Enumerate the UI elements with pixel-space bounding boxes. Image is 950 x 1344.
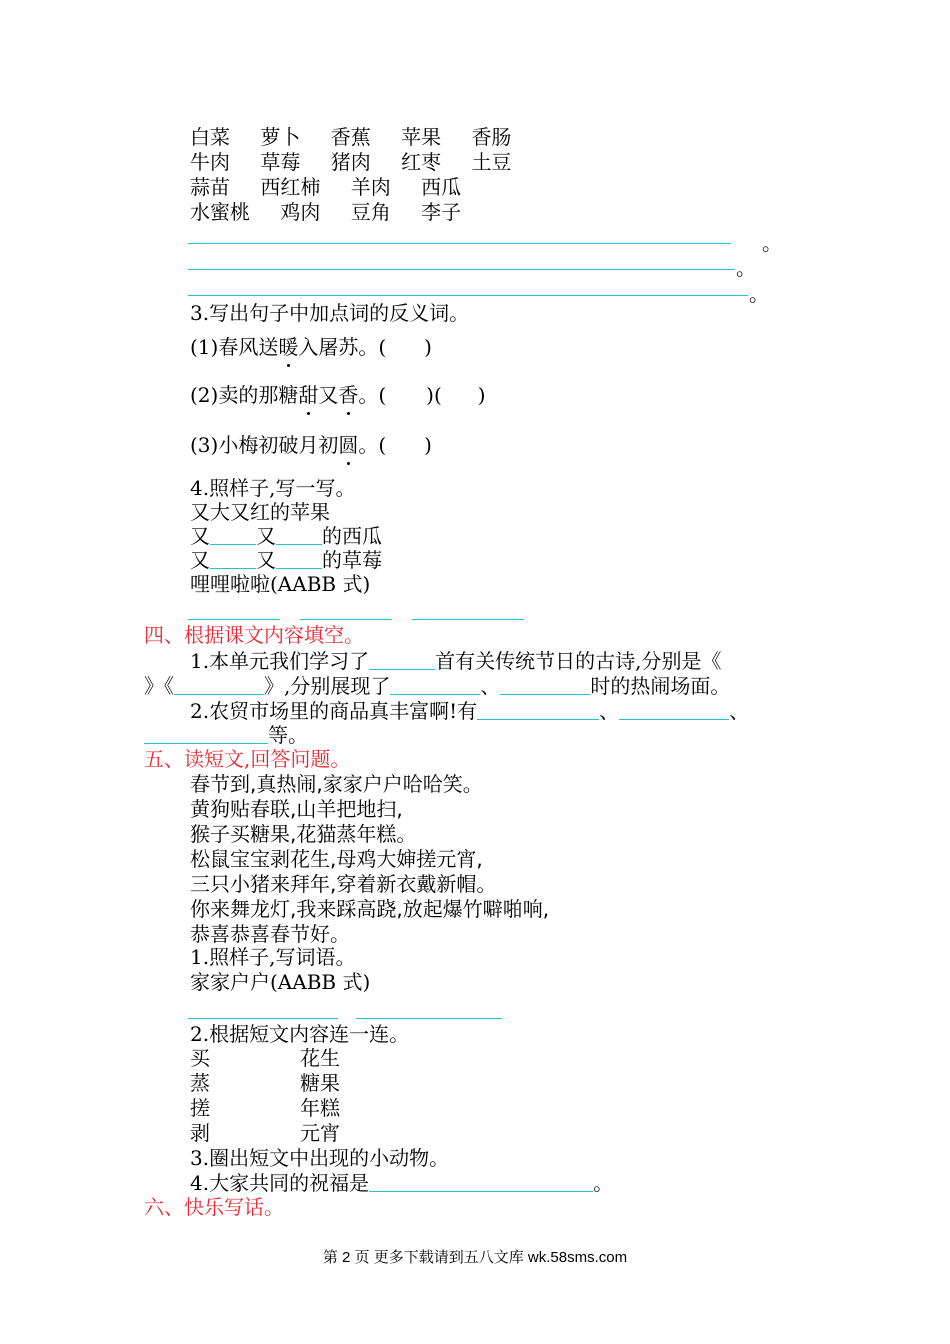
answer-line-3[interactable] bbox=[188, 295, 748, 296]
q4-line-2: 又 又 的草莓 bbox=[190, 548, 382, 572]
answer-blank[interactable] bbox=[210, 526, 256, 545]
answer-blank[interactable] bbox=[210, 550, 256, 569]
answer-blank[interactable] bbox=[369, 651, 435, 670]
poem-line: 猴子买糖果,花猫蒸年糕。 bbox=[190, 822, 417, 846]
match-right-item[interactable]: 年糕 bbox=[300, 1096, 340, 1120]
page-footer: 第 2 页 更多下载请到五八文库 wk.58sms.com bbox=[322, 1249, 628, 1266]
answer-blank[interactable] bbox=[369, 1173, 593, 1192]
answer-line[interactable] bbox=[188, 619, 280, 620]
answer-line-2[interactable] bbox=[188, 269, 735, 270]
dotted-char: 暖 bbox=[278, 335, 299, 359]
sec4-q1-line2: 》《 》,分别展现了 、 时的热闹场面。 bbox=[144, 674, 731, 698]
match-left-item[interactable]: 搓 bbox=[190, 1096, 210, 1120]
answer-blank[interactable] bbox=[477, 701, 599, 720]
word: 牛肉 bbox=[190, 150, 230, 174]
answer-blank[interactable] bbox=[500, 676, 590, 695]
word: 香蕉 bbox=[330, 125, 371, 149]
q3-title: 3.写出句子中加点词的反义词。 bbox=[190, 301, 470, 325]
dotted-char: 圆 bbox=[338, 433, 359, 457]
answer-line[interactable] bbox=[412, 619, 524, 620]
q3-sentence-1: (1)春风送暖入屠苏。( ) bbox=[190, 335, 432, 359]
sec4-q2-line1: 2.农贸市场里的商品真丰富啊!有 、 、 bbox=[190, 699, 750, 723]
word-row-1 bbox=[190, 125, 511, 149]
poem-line: 三只小猪来拜年,穿着新衣戴新帽。 bbox=[190, 872, 497, 896]
word-row-2 bbox=[190, 150, 511, 174]
word-row-3 bbox=[190, 175, 461, 199]
sec4-q1-line1: 1.本单元我们学习了 首有关传统节日的古诗,分别是《 bbox=[190, 649, 722, 673]
sec5-q3: 3.圈出短文中出现的小动物。 bbox=[190, 1146, 450, 1170]
match-right-item[interactable]: 花生 bbox=[300, 1046, 340, 1070]
sec4-q2-line2: 等。 bbox=[144, 723, 308, 747]
answer-line[interactable] bbox=[188, 1018, 338, 1019]
word: 香肠 bbox=[471, 125, 512, 149]
word: 西瓜 bbox=[421, 175, 462, 199]
word-row-4 bbox=[190, 200, 461, 224]
word: 李子 bbox=[421, 200, 462, 224]
poem-line: 你来舞龙灯,我来踩高跷,放起爆竹噼啪响, bbox=[190, 897, 550, 921]
dotted-char: 香 bbox=[338, 383, 359, 407]
q4-pattern: 哩哩啦啦(AABB 式) bbox=[190, 572, 371, 596]
answer-line-1[interactable] bbox=[188, 243, 731, 244]
answer-blank[interactable] bbox=[144, 725, 268, 744]
answer-blank[interactable] bbox=[276, 526, 322, 545]
period: 。 bbox=[749, 282, 769, 306]
q3-sentence-3: (3)小梅初破月初圆。( ) bbox=[190, 433, 432, 457]
match-left-item[interactable]: 买 bbox=[190, 1046, 210, 1070]
match-right-item[interactable]: 糖果 bbox=[300, 1071, 340, 1095]
q4-example: 又大又红的苹果 bbox=[190, 500, 330, 524]
match-left-item[interactable]: 蒸 bbox=[190, 1071, 210, 1095]
section-4-heading: 四、根据课文内容填空。 bbox=[144, 623, 364, 647]
dotted-char: 甜 bbox=[298, 383, 319, 407]
section-6-heading: 六、快乐写话。 bbox=[144, 1195, 284, 1219]
poem-line: 松鼠宝宝剥花生,母鸡大婶搓元宵, bbox=[190, 847, 483, 871]
word: 西红柿 bbox=[260, 175, 321, 199]
poem-line: 恭喜恭喜春节好。 bbox=[190, 922, 350, 946]
q4-line-1: 又 又 的西瓜 bbox=[190, 524, 382, 548]
poem-line: 春节到,真热闹,家家户户哈哈笑。 bbox=[190, 772, 483, 796]
q4-title: 4.照样子,写一写。 bbox=[190, 476, 356, 500]
answer-blank[interactable] bbox=[619, 701, 729, 720]
word: 豆角 bbox=[350, 200, 391, 224]
word: 红枣 bbox=[401, 150, 442, 174]
period: 。 bbox=[762, 231, 782, 255]
word: 猪肉 bbox=[330, 150, 371, 174]
match-left-item[interactable]: 剥 bbox=[190, 1121, 210, 1145]
answer-blank[interactable] bbox=[174, 676, 264, 695]
answer-line[interactable] bbox=[356, 1018, 502, 1019]
sec5-q2-title: 2.根据短文内容连一连。 bbox=[190, 1022, 410, 1046]
word: 鸡肉 bbox=[280, 200, 321, 224]
q3-sentence-2: (2)卖的那糖甜又香。( )( ) bbox=[190, 383, 486, 407]
word: 白菜 bbox=[190, 125, 230, 149]
sec5-q1-title: 1.照样子,写词语。 bbox=[190, 945, 356, 969]
word: 草莓 bbox=[260, 150, 301, 174]
answer-blank[interactable] bbox=[390, 676, 480, 695]
sec5-q4: 4.大家共同的祝福是 。 bbox=[190, 1171, 614, 1195]
poem-line: 黄狗贴春联,山羊把地扫, bbox=[190, 797, 403, 821]
match-right-item[interactable]: 元宵 bbox=[300, 1121, 340, 1145]
sec5-q1-example: 家家户户(AABB 式) bbox=[190, 970, 371, 994]
word: 苹果 bbox=[401, 125, 442, 149]
period: 。 bbox=[736, 256, 756, 280]
answer-line[interactable] bbox=[300, 619, 392, 620]
word: 羊肉 bbox=[350, 175, 391, 199]
word: 水蜜桃 bbox=[190, 200, 250, 224]
answer-blank[interactable] bbox=[276, 550, 322, 569]
word: 土豆 bbox=[471, 150, 512, 174]
word: 萝卜 bbox=[260, 125, 301, 149]
section-5-heading: 五、读短文,回答问题。 bbox=[144, 747, 351, 771]
word: 蒜苗 bbox=[190, 175, 230, 199]
